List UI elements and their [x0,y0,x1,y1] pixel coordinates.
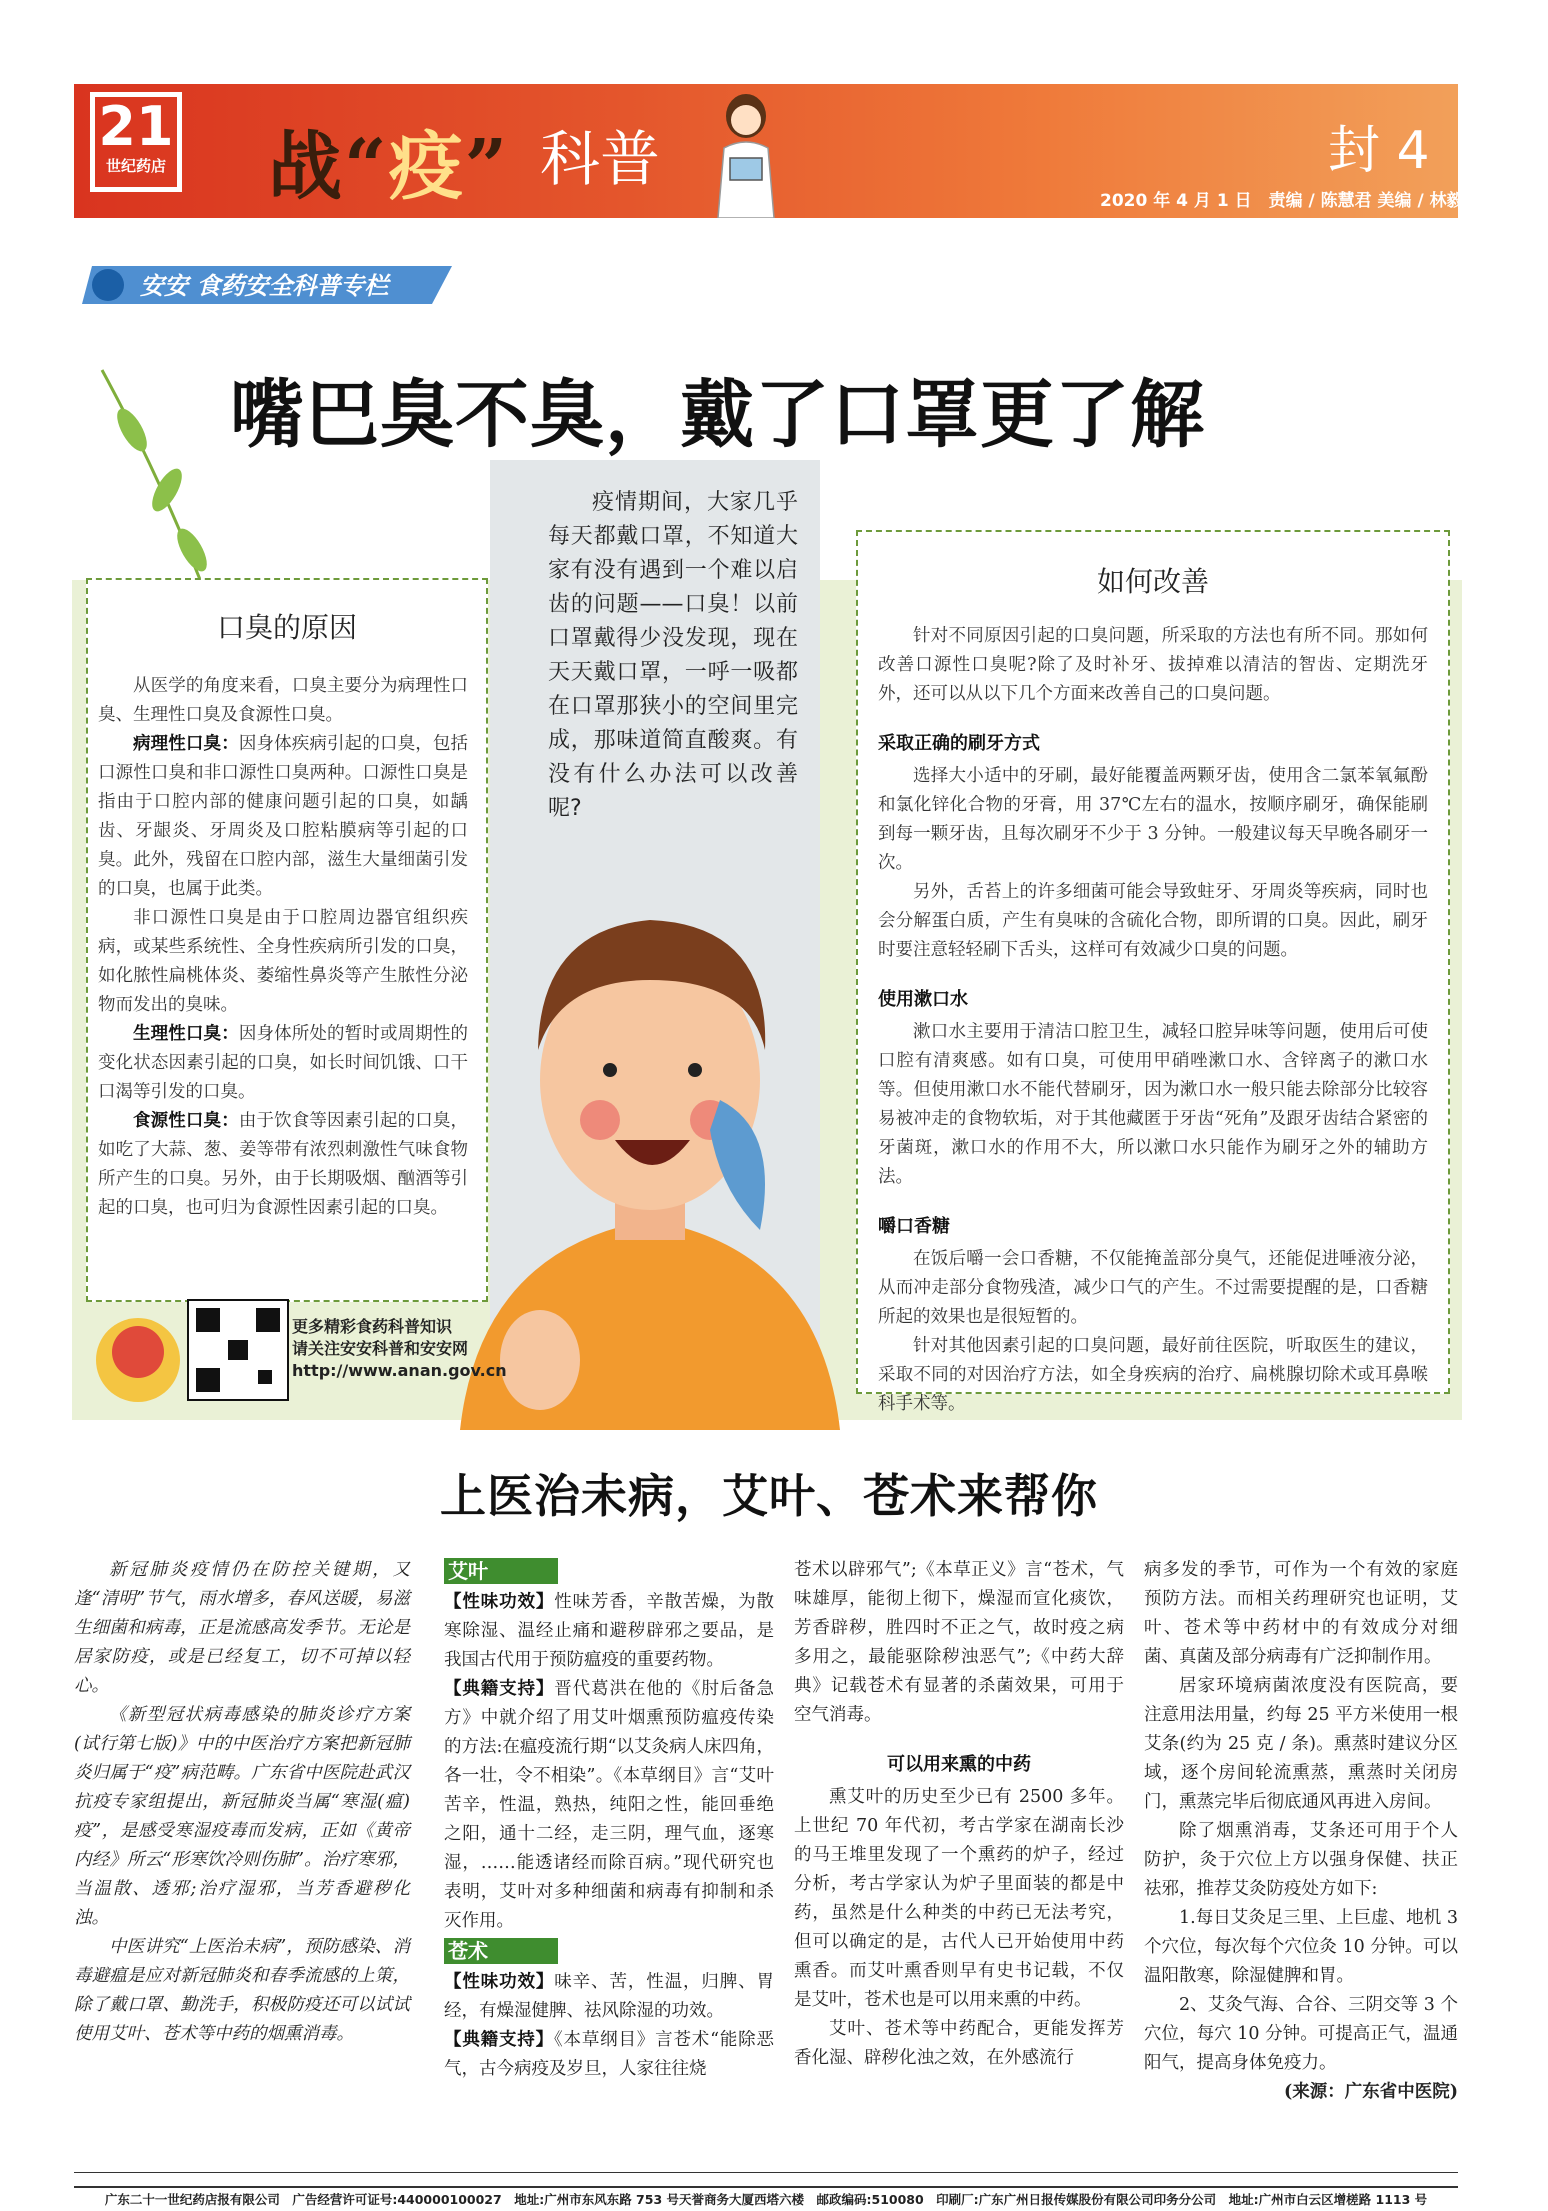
improve-text [878,622,1428,1419]
article2-paragraph: 熏艾叶的历史至少已有 2500 多年。上世纪 70 年代初，考古学家在湖南长沙的马王堆里发现了一个熏药的炉子，经过分析，考古学家认为炉子里面装的都是中药，虽然是什么种类的中药已无法考究，但可以确定的是，古代人已开始使用中药熏香。而艾叶熏香则早有史书记载，不仅是艾叶，苍术也是可以用来熏的中药。 [794,1787,1124,2010]
qr-caption-line: 更多精彩食药科普知识 [292,1317,453,1336]
improve-subhead: 嚼口香糖 [878,1216,950,1237]
article2-headline: 上医治未病，艾叶、苍术来帮你 [440,1469,1098,1523]
article2-label: 【典籍支持】 [444,2030,554,2050]
causes-detail: 因身体疾病引起的口臭，包括口源性口臭和非口源性口臭两种。口源性口臭是指由于口腔内部的健康问题引起的口臭，如龋齿、牙龈炎、牙周炎及口腔粘膜病等引起的口臭。此外，残留在口腔内部，滋生大量细菌引发的口臭，也属于此类。 [98,734,469,899]
article2-paragraph [444,2026,774,2084]
article2-column-2 [444,1556,774,2084]
column-tag-text: 安安 食药安全科普专栏 [140,272,389,300]
intro-text [548,486,798,826]
article2-paragraph [444,1588,774,1675]
causes-paragraph [98,1020,468,1107]
article2-paragraph [444,1968,774,2026]
article2-paragraph [444,1675,774,1936]
article1-headline: 嘴巴臭不臭，戴了口罩更了解 [230,372,1205,458]
causes-text [98,672,468,1223]
improve-subhead: 使用漱口水 [878,989,968,1010]
newspaper-logo [90,92,182,192]
footer-divider [74,2186,1458,2188]
article2-paragraph: 苍术以辟邪气”;《本草正义》言“苍术，气味雄厚，能彻上彻下，燥湿而宣化痰饮，芳香辟秽，胜四时不正之气，故时疫之病多用之，最能驱除秽浊恶气”;《中药大辞典》记载苍术有显著的杀菌效果，可用于空气消毒。 [794,1560,1124,1725]
article2-paragraph: 除了烟熏消毒，艾条还可用于个人防护，灸于穴位上方以强身保健、扶正祛邪，推荐艾灸防疫处方如下: [1144,1821,1458,1899]
article2-paragraph: 《新型冠状病毒感染的肺炎诊疗方案(试行第七版)》中的中医治疗方案把新冠肺炎归属于“疫”病范畴。广东省中医院赴武汉抗疫专家组提出，新冠肺炎当属“寒湿(瘟)疫”，是感受寒湿疫毒而发病，正如《黄帝内经》所云“形寒饮冷则伤肺”。治疗寒邪，当温散、透邪;治疗湿邪，当芳香避秽化浊。 [74,1705,410,1928]
improve-paragraph: 在饭后嚼一会口香糖，不仅能掩盖部分臭气，还能促进唾液分泌，从而冲走部分食物残渣，减少口气的产生。不过需要提醒的是，口香糖所起的效果也是很短暂的。 [878,1249,1428,1327]
banner-kepu: 科普 [540,125,660,195]
article2-paragraph: 2、艾灸气海、合谷、三阴交等 3 个穴位，每穴 10 分钟。可提高正气，温通阳气，提高身体免疫力。 [1144,1995,1458,2073]
doctor-illustration-icon [706,86,786,218]
logo-subtitle: 世纪药店 [105,157,166,175]
causes-paragraph: 从医学的角度来看，口臭主要分为病理性口臭、生理性口臭及食源性口臭。 [98,676,468,725]
causes-detail: 由于饮食等因素引起的口臭，如吃了大蒜、葱、姜等带有浓烈刺激性气味食物所产生的口臭。另外，由于长期吸烟、酗酒等引起的口臭，也可归为食源性因素引起的口臭。 [98,1111,469,1218]
footer-divider [74,2172,1458,2173]
banner-title [268,108,509,214]
causes-detail: 因身体所处的暂时或周期性的变化状态因素引起的口臭，如长时间饥饿、口干口渴等引发的口臭。 [98,1024,469,1102]
improve-paragraph: 针对不同原因引起的口臭问题，所采取的方法也有所不同。那如何改善口源性口臭呢?除了及时补牙、拔掉难以清洁的智齿、定期洗牙外，还可以从以下几个方面来改善自己的口臭问题。 [878,626,1428,704]
section-tag-aiye: 艾叶 [444,1558,558,1584]
article2-paragraph: 居家环境病菌浓度没有医院高，要注意用法用量，约每 25 平方米使用一根艾条(约为 25 克 / 条)。熏蒸时建议分区域，逐个房间轮流熏蒸，熏蒸时关闭房门，熏蒸完毕后彻底通风再进入房间。 [1144,1676,1458,1812]
article2-column-3 [794,1556,1124,2073]
article2-detail: 《本草纲目》言苍术“能除恶气，古今病疫及岁旦，人家往往烧 [444,2030,774,2079]
causes-label: 生理性口臭： [133,1024,239,1044]
article2-paragraph: 1.每日艾灸足三里、上巨虚、地机 3 个穴位，每次每个穴位灸 10 分钟。可以温阳散寒，除湿健脾和胃。 [1144,1908,1458,1986]
article2-detail: 性味芳香，辛散苦燥，为散寒除湿、温经止痛和避秽辟邪之要品，是我国古代用于预防瘟疫的重要药物。 [444,1592,775,1670]
banner-title-yi: 疫 [388,124,465,210]
article2-column-4 [1144,1556,1458,2107]
issue-meta: 2020 年 4 月 1 日 责编 / 陈慧君 美编 / 林毅燕 [1100,191,1481,211]
article2-paragraph: 病多发的季节，可作为一个有效的家庭预防方法。而相关药理研究也证明，艾叶、苍术等中药材中的有效成分对细菌、真菌及部分病毒有广泛抑制作用。 [1144,1560,1458,1667]
causes-title: 口臭的原因 [216,611,357,644]
section-tag-cangzhu: 苍术 [444,1938,558,1964]
article2-label: 【性味功效】 [444,1592,555,1612]
causes-paragraph: 非口源性口臭是由于口腔周边器官组织疾病，或某些系统性、全身性疾病所引发的口臭，如化脓性扁桃体炎、萎缩性鼻炎等产生脓性分泌物而发出的臭味。 [98,908,468,1015]
article2-label: 【性味功效】 [444,1972,555,1992]
improve-paragraph: 另外，舌苔上的许多细菌可能会导致蛀牙、牙周炎等疾病，同时也会分解蛋白质，产生有臭味的含硫化合物，即所谓的口臭。因此，刷牙时要注意轻轻刷下舌头，这样可有效减少口臭的问题。 [878,882,1428,960]
page-number: 封 4 [1328,121,1430,181]
banner-title-pre: 战“ [268,124,389,210]
article2-column-1 [74,1556,410,2049]
article2-detail: 晋代葛洪在他的《肘后备急方》中就介绍了用艾叶烟熏预防瘟疫传染的方法:在瘟疫流行期“以艾灸病人床四角，各一壮，令不相染”。《本草纲目》言“艾叶苦辛，性温，熟热，纯阳之性，能回垂绝之阳，通十二经，走三阴，理气血，逐寒湿，……能透诸经而除百病。”现代研究也表明，艾叶对多种细菌和病毒有抑制和杀灭作用。 [444,1679,775,1931]
causes-paragraph [98,730,468,904]
improve-paragraph: 针对其他因素引起的口臭问题，最好前往医院，听取医生的建议，采取不同的对因治疗方法，如全身疾病的治疗、扁桃腺切除术或耳鼻喉科手术等。 [878,1336,1428,1414]
article2-paragraph: 中医讲究“上医治未病”，预防感染、消毒避瘟是应对新冠肺炎和春季流感的上策，除了戴口罩、勤洗手，积极防疫还可以试试使用艾叶、苍术等中药的烟熏消毒。 [74,1937,410,2044]
improve-paragraph: 选择大小适中的牙刷，最好能覆盖两颗牙齿，使用含二氯苯氧氟酚和氯化锌化合物的牙膏，用 37℃左右的温水，按顺序刷牙，确保能刷到每一颗牙齿，且每次刷牙不少于 3 分钟。一般建议每天早晚各刷牙一次。 [878,766,1428,873]
improve-paragraph: 漱口水主要用于清洁口腔卫生，减轻口腔异味等问题，使用后可使口腔有清爽感。如有口臭，可使用甲硝唑漱口水、含锌离子的漱口水等。但使用漱口水不能代替刷牙，因为漱口水一般只能去除部分比较容易被冲走的食物软垢，对于其他藏匿于牙齿“死角”及跟牙齿结合紧密的牙菌斑，漱口水的作用不大，所以漱口水只能作为刷牙之外的辅助方法。 [878,1022,1428,1187]
causes-label: 食源性口臭： [133,1111,239,1131]
publisher-footer: 广东二十一世纪药店报有限公司 广告经营许可证号:440000100027 地址:广州市东风东路 753 号天誉商务大厦西塔六楼 邮政编码:510080 印刷厂:广东广州日报传媒股份有限公司印务分公司 地址:广州市白云区增槎路 1113 号 [104,2192,1428,2207]
improve-subhead: 采取正确的刷牙方式 [878,733,1040,754]
causes-paragraph [98,1107,468,1223]
qr-caption-line: 请关注安安科普和安安网 [292,1339,469,1358]
qr-caption [292,1316,507,1382]
article2-paragraph: 艾叶、苍术等中药配合，更能发挥芳香化湿、辟秽化浊之效，在外感流行 [794,2019,1124,2068]
banner-title-post: ” [464,124,510,210]
article2-source: (来源：广东省中医院) [1283,2082,1458,2102]
causes-label: 病理性口臭： [133,734,239,754]
logo-number: 21 [98,95,174,158]
improve-title: 如何改善 [1096,565,1209,598]
intro-paragraph: 疫情期间，大家几乎每天都戴口罩，不知道大家有没有遇到一个难以启齿的问题——口臭！以前口罩戴得少没发现，现在天天戴口罩，一呼一吸都在口罩那狭小的空间里完成，那味道简直酸爽。有没有什么办法可以改善呢? [548,490,798,821]
article2-subhead: 可以用来熏的中药 [887,1754,1031,1775]
article2-detail: 味辛、苦，性温，归脾、胃经，有燥湿健脾、祛风除湿的功效。 [444,1972,775,2021]
article2-label: 【典籍支持】 [444,1679,555,1699]
article2-paragraph: 新冠肺炎疫情仍在防控关键期，又逢“清明”节气，雨水增多，春风送暖，易滋生细菌和病毒，正是流感高发季节。无论是居家防疫，或是已经复工，切不可掉以轻心。 [74,1560,410,1696]
website-link[interactable]: http://www.anan.gov.cn [292,1361,507,1380]
